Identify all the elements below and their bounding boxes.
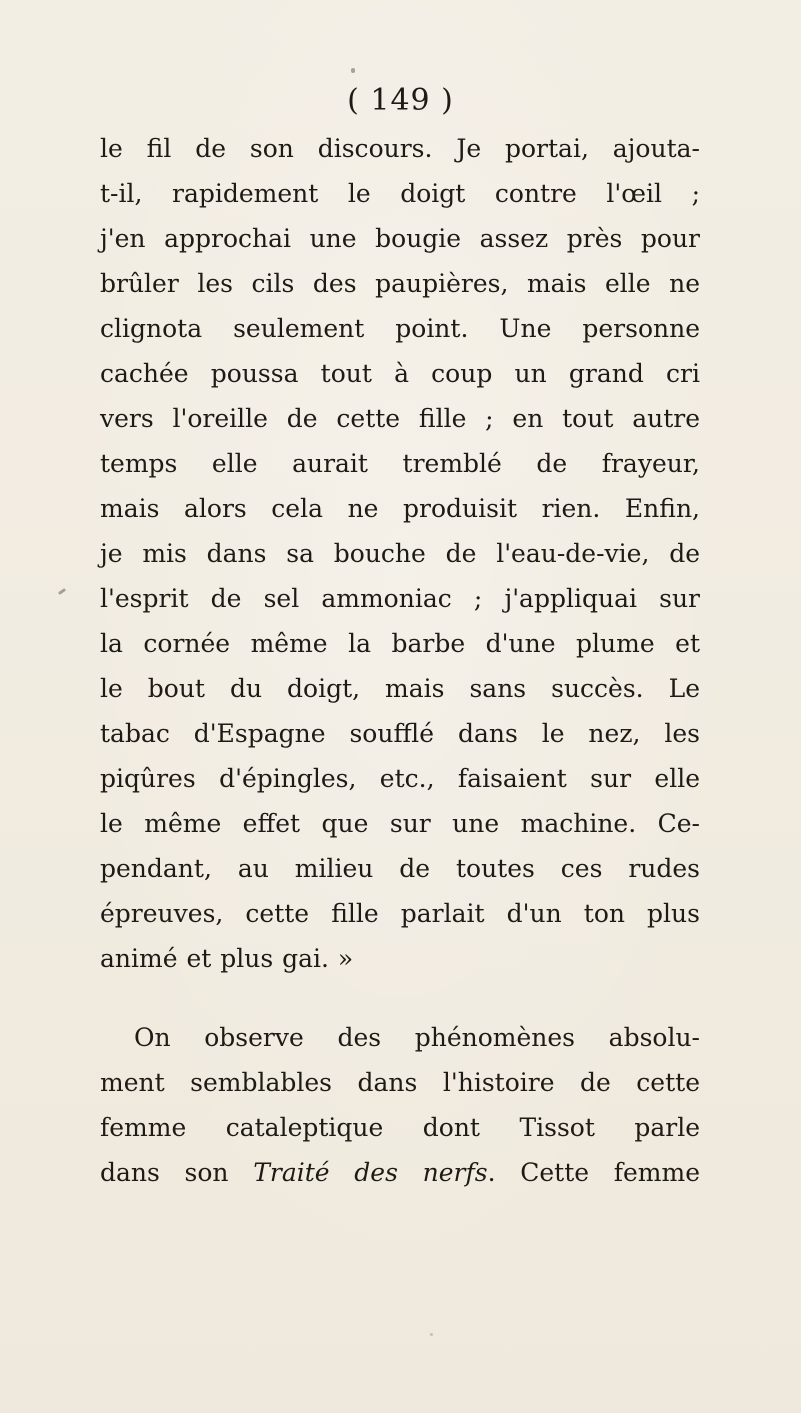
text-line: mais alors cela ne produisit rien. Enfin,: [100, 494, 700, 523]
text-fragment: dans son: [100, 1158, 254, 1187]
book-title: Traité des nerfs: [253, 1158, 488, 1187]
text-line: le bout du doigt, mais sans succès. Le: [100, 674, 700, 703]
text-line: On observe des phénomènes absolu-: [134, 1023, 700, 1052]
text-line: le fil de son discours. Je portai, ajouta-: [100, 134, 700, 163]
text-line: l'esprit de sel ammoniac ; j'appliquai sur: [100, 584, 700, 613]
text-line: femme cataleptique dont Tissot parle: [100, 1113, 700, 1142]
text-fragment: . Cette femme: [487, 1158, 700, 1187]
text-line: clignota seulement point. Une personne: [100, 314, 700, 343]
text-line-with-title: [100, 1150, 700, 1195]
text-line: ment semblables dans l'histoire de cette: [100, 1068, 700, 1097]
text-line: brûler les cils des paupières, mais elle ne: [100, 269, 700, 298]
text-line: piqûres d'épingles, etc., faisaient sur elle: [100, 764, 700, 793]
text-line: t-il, rapidement le doigt contre l'œil ;: [100, 179, 700, 208]
text-line: cachée poussa tout à coup un grand cri: [100, 359, 700, 388]
ink-speck: [58, 588, 66, 595]
ink-speck: [351, 68, 355, 73]
body-text: [100, 126, 700, 1195]
text-line: épreuves, cette fille parlait d'un ton plus: [100, 899, 700, 928]
text-line: le même effet que sur une machine. Ce-: [100, 809, 700, 838]
text-line: pendant, au milieu de toutes ces rudes: [100, 854, 700, 883]
paragraph-gap: [100, 981, 700, 1015]
text-line: vers l'oreille de cette fille ; en tout autre: [100, 404, 700, 433]
text-line: animé et plus gai. »: [100, 944, 354, 973]
text-line: la cornée même la barbe d'une plume et: [100, 629, 700, 658]
text-line: j'en approchai une bougie assez près pour: [100, 224, 700, 253]
text-line: je mis dans sa bouche de l'eau-de-vie, de: [100, 539, 700, 568]
page-number: ( 149 ): [347, 83, 454, 118]
ink-speck: [430, 1333, 433, 1336]
text-line: temps elle aurait tremblé de frayeur,: [100, 449, 700, 478]
text-line: tabac d'Espagne soufflé dans le nez, les: [100, 719, 700, 748]
